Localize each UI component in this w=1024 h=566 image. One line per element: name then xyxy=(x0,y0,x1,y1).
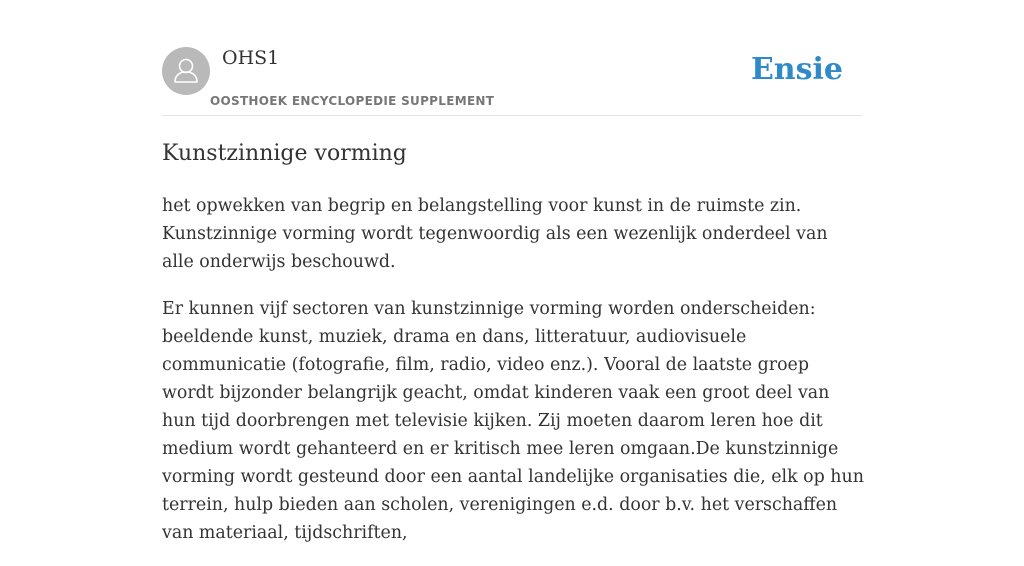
author-avatar[interactable] xyxy=(162,47,210,95)
article-body xyxy=(162,192,864,566)
article-paragraph: het opwekken van begrip en belangstelling voor kunst in de ruimste zin. Kunstzinnige vorming wordt tegenwoordig als een wezenlijk onderdeel van alle onderwijs beschouwd. xyxy=(162,196,828,272)
source-label[interactable]: OOSTHOEK ENCYCLOPEDIE SUPPLEMENT xyxy=(210,94,495,108)
brand-logo[interactable]: Ensie xyxy=(750,52,843,87)
header xyxy=(162,40,862,116)
article-title: Kunstzinnige vorming xyxy=(162,141,407,166)
author-name[interactable]: OHS1 xyxy=(222,47,280,69)
article-paragraph: Er kunnen vijf sectoren van kunstzinnige vorming worden onderscheiden: beeldende kunst, muziek, drama en dans, litteratuur, audiovisuele communicatie (fotografie, film, radio, video enz.). Vooral de laatste groep wordt bijzonder belangrijk geacht, omdat kinderen vaak een groot deel van hun tijd doorbrengen met televisie kijken. Zij moeten daarom leren hoe dit medium wordt gehanteerd en er kritisch mee leren omgaan.De kunstzinnige vorming wordt gesteund door een aantal landelijke organisaties die, elk op hun terrein, hulp bieden aan scholen, verenigingen e.d. door b.v. het verschaffen van materiaal, tijdschriften, xyxy=(162,299,864,543)
user-icon xyxy=(162,47,210,95)
